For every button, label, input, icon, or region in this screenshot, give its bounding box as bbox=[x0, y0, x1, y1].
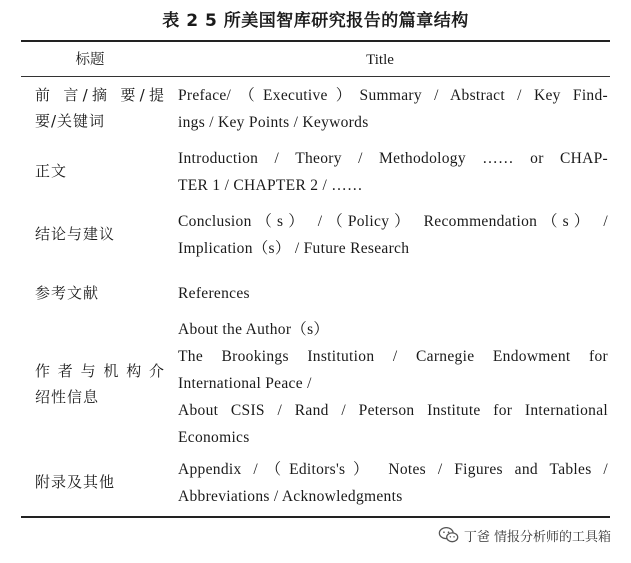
row-content-line: Preface/（Executive）Summary / Abstract / Key Find- bbox=[178, 87, 608, 104]
row-content-line: Appendix /（Editors's） Notes / Figures and Tables / bbox=[178, 461, 608, 478]
row-label bbox=[35, 469, 165, 495]
row-label bbox=[35, 221, 165, 247]
row-content-line: References bbox=[178, 285, 250, 302]
row-content-line: International Peace / bbox=[178, 375, 312, 392]
row-content-line: The Brookings Institution / Carnegie Endowment for bbox=[178, 348, 608, 365]
row-content bbox=[178, 280, 608, 307]
row-content bbox=[178, 316, 608, 451]
header-rule bbox=[21, 76, 610, 77]
row-content-line: Economics bbox=[178, 429, 250, 446]
row-content-line: Introduction / Theory / Methodology …… or CHAP- bbox=[178, 150, 608, 167]
header-cn: 标题 bbox=[75, 52, 105, 68]
row-label bbox=[35, 280, 165, 306]
row-label-line: 附录及其他 bbox=[35, 473, 116, 491]
row-content-line: About the Author（s） bbox=[178, 321, 330, 338]
row-content-line: ings / Key Points / Keywords bbox=[178, 114, 369, 131]
wechat-logo-icon bbox=[438, 524, 460, 546]
row-label-line: 结论与建议 bbox=[35, 225, 116, 243]
header-en: Title bbox=[366, 52, 394, 68]
row-content-line: TER 1 / CHAPTER 2 / …… bbox=[178, 177, 363, 194]
row-content-line: Abbreviations / Acknowledgments bbox=[178, 488, 403, 505]
row-content bbox=[178, 82, 608, 136]
row-label-line: 要/关键词 bbox=[35, 112, 106, 130]
row-label bbox=[35, 158, 165, 184]
watermark-text: 丁爸 情报分析师的工具箱 bbox=[463, 529, 611, 545]
row-label-line: 前 言/摘 要/提 bbox=[35, 86, 165, 104]
watermark bbox=[438, 524, 611, 546]
row-content bbox=[178, 456, 608, 510]
table-caption: 表 2 5 所美国智库研究报告的篇章结构 bbox=[162, 11, 469, 31]
row-content-line: Conclusion（s） /（Policy） Recommendation（s） / bbox=[178, 213, 608, 230]
row-content-line: About CSIS / Rand / Peterson Institute for International bbox=[178, 402, 608, 419]
row-content bbox=[178, 208, 608, 262]
row-label-line: 作者与机构介 bbox=[35, 362, 165, 380]
row-content bbox=[178, 145, 608, 199]
row-label-line: 参考文献 bbox=[35, 284, 100, 302]
row-label-line: 正文 bbox=[35, 162, 68, 180]
row-label bbox=[35, 358, 165, 410]
row-label bbox=[35, 82, 165, 134]
table-bottom-rule bbox=[21, 516, 610, 518]
table-top-rule bbox=[21, 40, 610, 42]
row-content-line: Implication（s） / Future Research bbox=[178, 240, 410, 257]
row-label-line: 绍性信息 bbox=[35, 388, 100, 406]
